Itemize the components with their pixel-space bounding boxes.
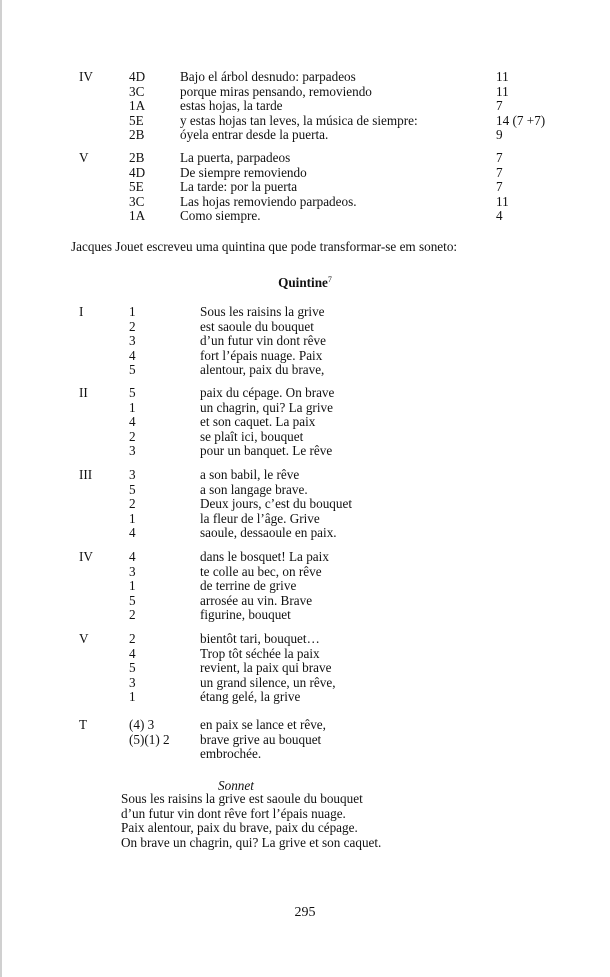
syllable-count: 7: [496, 179, 503, 195]
verse-text: Deux jours, c’est du bouquet: [200, 496, 352, 512]
verse-code: 1A: [129, 208, 146, 224]
line-number: 4: [129, 549, 136, 564]
verse-text: Bajo el árbol desnudo: parpadeos: [180, 69, 356, 84]
verse-text: fort l’épais nuage. Paix: [200, 347, 323, 363]
verse-code: 2B: [129, 127, 145, 143]
quintine-title-text: Quintine: [278, 275, 328, 290]
verse-text: De siempre removiendo: [180, 164, 307, 180]
verse-code: 1A: [129, 98, 146, 114]
page-number: 295: [294, 905, 316, 920]
syllable-count: 11: [496, 193, 509, 209]
verse-text: revient, la paix qui brave: [200, 660, 332, 676]
quintine-title: [0, 275, 610, 291]
verse-text: Trop tôt séchée la paix: [200, 645, 320, 661]
line-number: 3: [129, 443, 136, 459]
verse-code: 3C: [129, 83, 145, 99]
verse-text: la fleur de l’âge. Grive: [200, 510, 320, 526]
verse-text: se plaît ici, bouquet: [200, 428, 304, 444]
syllable-count: 7: [496, 98, 503, 114]
line-number: 1: [129, 304, 136, 319]
verse-text: et son caquet. La paix: [200, 414, 316, 430]
verse-text: brave grive au bouquet: [200, 731, 322, 747]
stanza-roman-numeral: V: [79, 150, 89, 165]
sonnet-line: Sous les raisins la grive est saoule du bouquet: [121, 791, 363, 806]
verse-text: estas hojas, la tarde: [180, 98, 283, 114]
verse-text: a son babil, le rêve: [200, 467, 300, 482]
verse-text: alentour, paix du brave,: [200, 362, 325, 378]
line-number: 5: [129, 385, 136, 400]
line-number: (5)(1) 2: [129, 731, 170, 747]
verse-code: 2B: [129, 150, 145, 165]
verse-text: Sous les raisins la grive: [200, 304, 325, 319]
syllable-count: 4: [496, 208, 503, 224]
verse-text: étang gelé, la grive: [200, 689, 301, 705]
line-number: 5: [129, 660, 136, 676]
verse-text: arrosée au vin. Brave: [200, 592, 313, 608]
verse-text: La tarde: por la puerta: [180, 179, 298, 195]
syllable-count: 11: [496, 69, 509, 84]
syllable-count: 14 (7 +7): [496, 112, 546, 128]
stanza-roman-numeral: III: [79, 467, 93, 482]
footnote-marker: 7: [327, 275, 332, 284]
verse-text: pour un banquet. Le rêve: [200, 443, 333, 459]
line-number: 2: [129, 631, 136, 646]
line-number: 1: [129, 399, 136, 415]
verse-text: est saoule du bouquet: [200, 318, 314, 334]
verse-text: de terrine de grive: [200, 578, 297, 594]
verse-code: 4D: [129, 69, 146, 84]
verse-text: te colle au bec, on rêve: [200, 563, 322, 579]
verse-text: embrochée.: [200, 746, 262, 762]
line-number: 4: [129, 414, 136, 430]
sonnet-line: Paix alentour, paix du brave, paix du cépage.: [121, 820, 358, 836]
verse-text: paix du cépage. On brave: [200, 385, 335, 400]
stanza-roman-numeral: II: [79, 385, 88, 400]
verse-code: 5E: [129, 179, 144, 195]
line-number: 1: [129, 689, 136, 705]
line-number: 4: [129, 645, 136, 661]
verse-text: un grand silence, un rêve,: [200, 674, 336, 690]
line-number: 1: [129, 578, 136, 594]
verse-code: 5E: [129, 112, 144, 128]
syllable-count: 11: [496, 83, 509, 99]
sonnet-line: On brave un chagrin, qui? La grive et son caquet.: [121, 834, 382, 850]
line-number: 5: [129, 362, 136, 378]
line-number: 4: [129, 347, 136, 363]
verse-text: saoule, dessaoule en paix.: [200, 525, 337, 541]
verse-code: 3C: [129, 193, 145, 209]
line-number: 1: [129, 510, 136, 526]
verse-text: figurine, bouquet: [200, 607, 291, 623]
verse-text: un chagrin, qui? La grive: [200, 399, 333, 415]
line-number: 3: [129, 563, 136, 579]
line-number: 2: [129, 428, 136, 444]
verse-text: Las hojas removiendo parpadeos.: [180, 193, 357, 209]
stanza-roman-numeral: I: [79, 304, 84, 319]
stanza-roman-numeral: IV: [79, 549, 93, 564]
line-number: 4: [129, 525, 136, 541]
line-number: 3: [129, 333, 136, 349]
stanza-roman-numeral: T: [79, 717, 88, 732]
verse-text: en paix se lance et rêve,: [200, 717, 326, 732]
verse-text: y estas hojas tan leves, la música de siempre:: [180, 112, 418, 128]
line-number: 3: [129, 674, 136, 690]
verse-text: Como siempre.: [180, 208, 261, 224]
line-number: 2: [129, 496, 136, 512]
stanza-roman-numeral: V: [79, 631, 89, 646]
line-number: 5: [129, 481, 136, 497]
stanza-roman-numeral: IV: [79, 69, 93, 84]
verse-text: dans le bosquet! La paix: [200, 549, 329, 564]
verse-code: 4D: [129, 164, 146, 180]
syllable-count: 7: [496, 164, 503, 180]
verse-text: a son langage brave.: [200, 481, 308, 497]
verse-text: porque miras pensando, removiendo: [180, 83, 372, 99]
syllable-count: 7: [496, 150, 503, 165]
line-number: (4) 3: [129, 717, 155, 732]
verse-text: bientôt tari, bouquet…: [200, 631, 320, 646]
sonnet-line: d’un futur vin dont rêve fort l’épais nuage.: [121, 805, 346, 821]
line-number: 2: [129, 607, 136, 623]
verse-text: La puerta, parpadeos: [180, 150, 291, 165]
intro-paragraph: Jacques Jouet escreveu uma quintina que pode transformar-se em soneto:: [71, 239, 458, 254]
verse-text: óyela entrar desde la puerta.: [180, 127, 329, 143]
line-number: 2: [129, 318, 136, 334]
verse-text: d’un futur vin dont rêve: [200, 333, 326, 349]
line-number: 3: [129, 467, 136, 482]
syllable-count: 9: [496, 127, 503, 143]
line-number: 5: [129, 592, 136, 608]
sonnet-title: Sonnet: [218, 778, 254, 793]
